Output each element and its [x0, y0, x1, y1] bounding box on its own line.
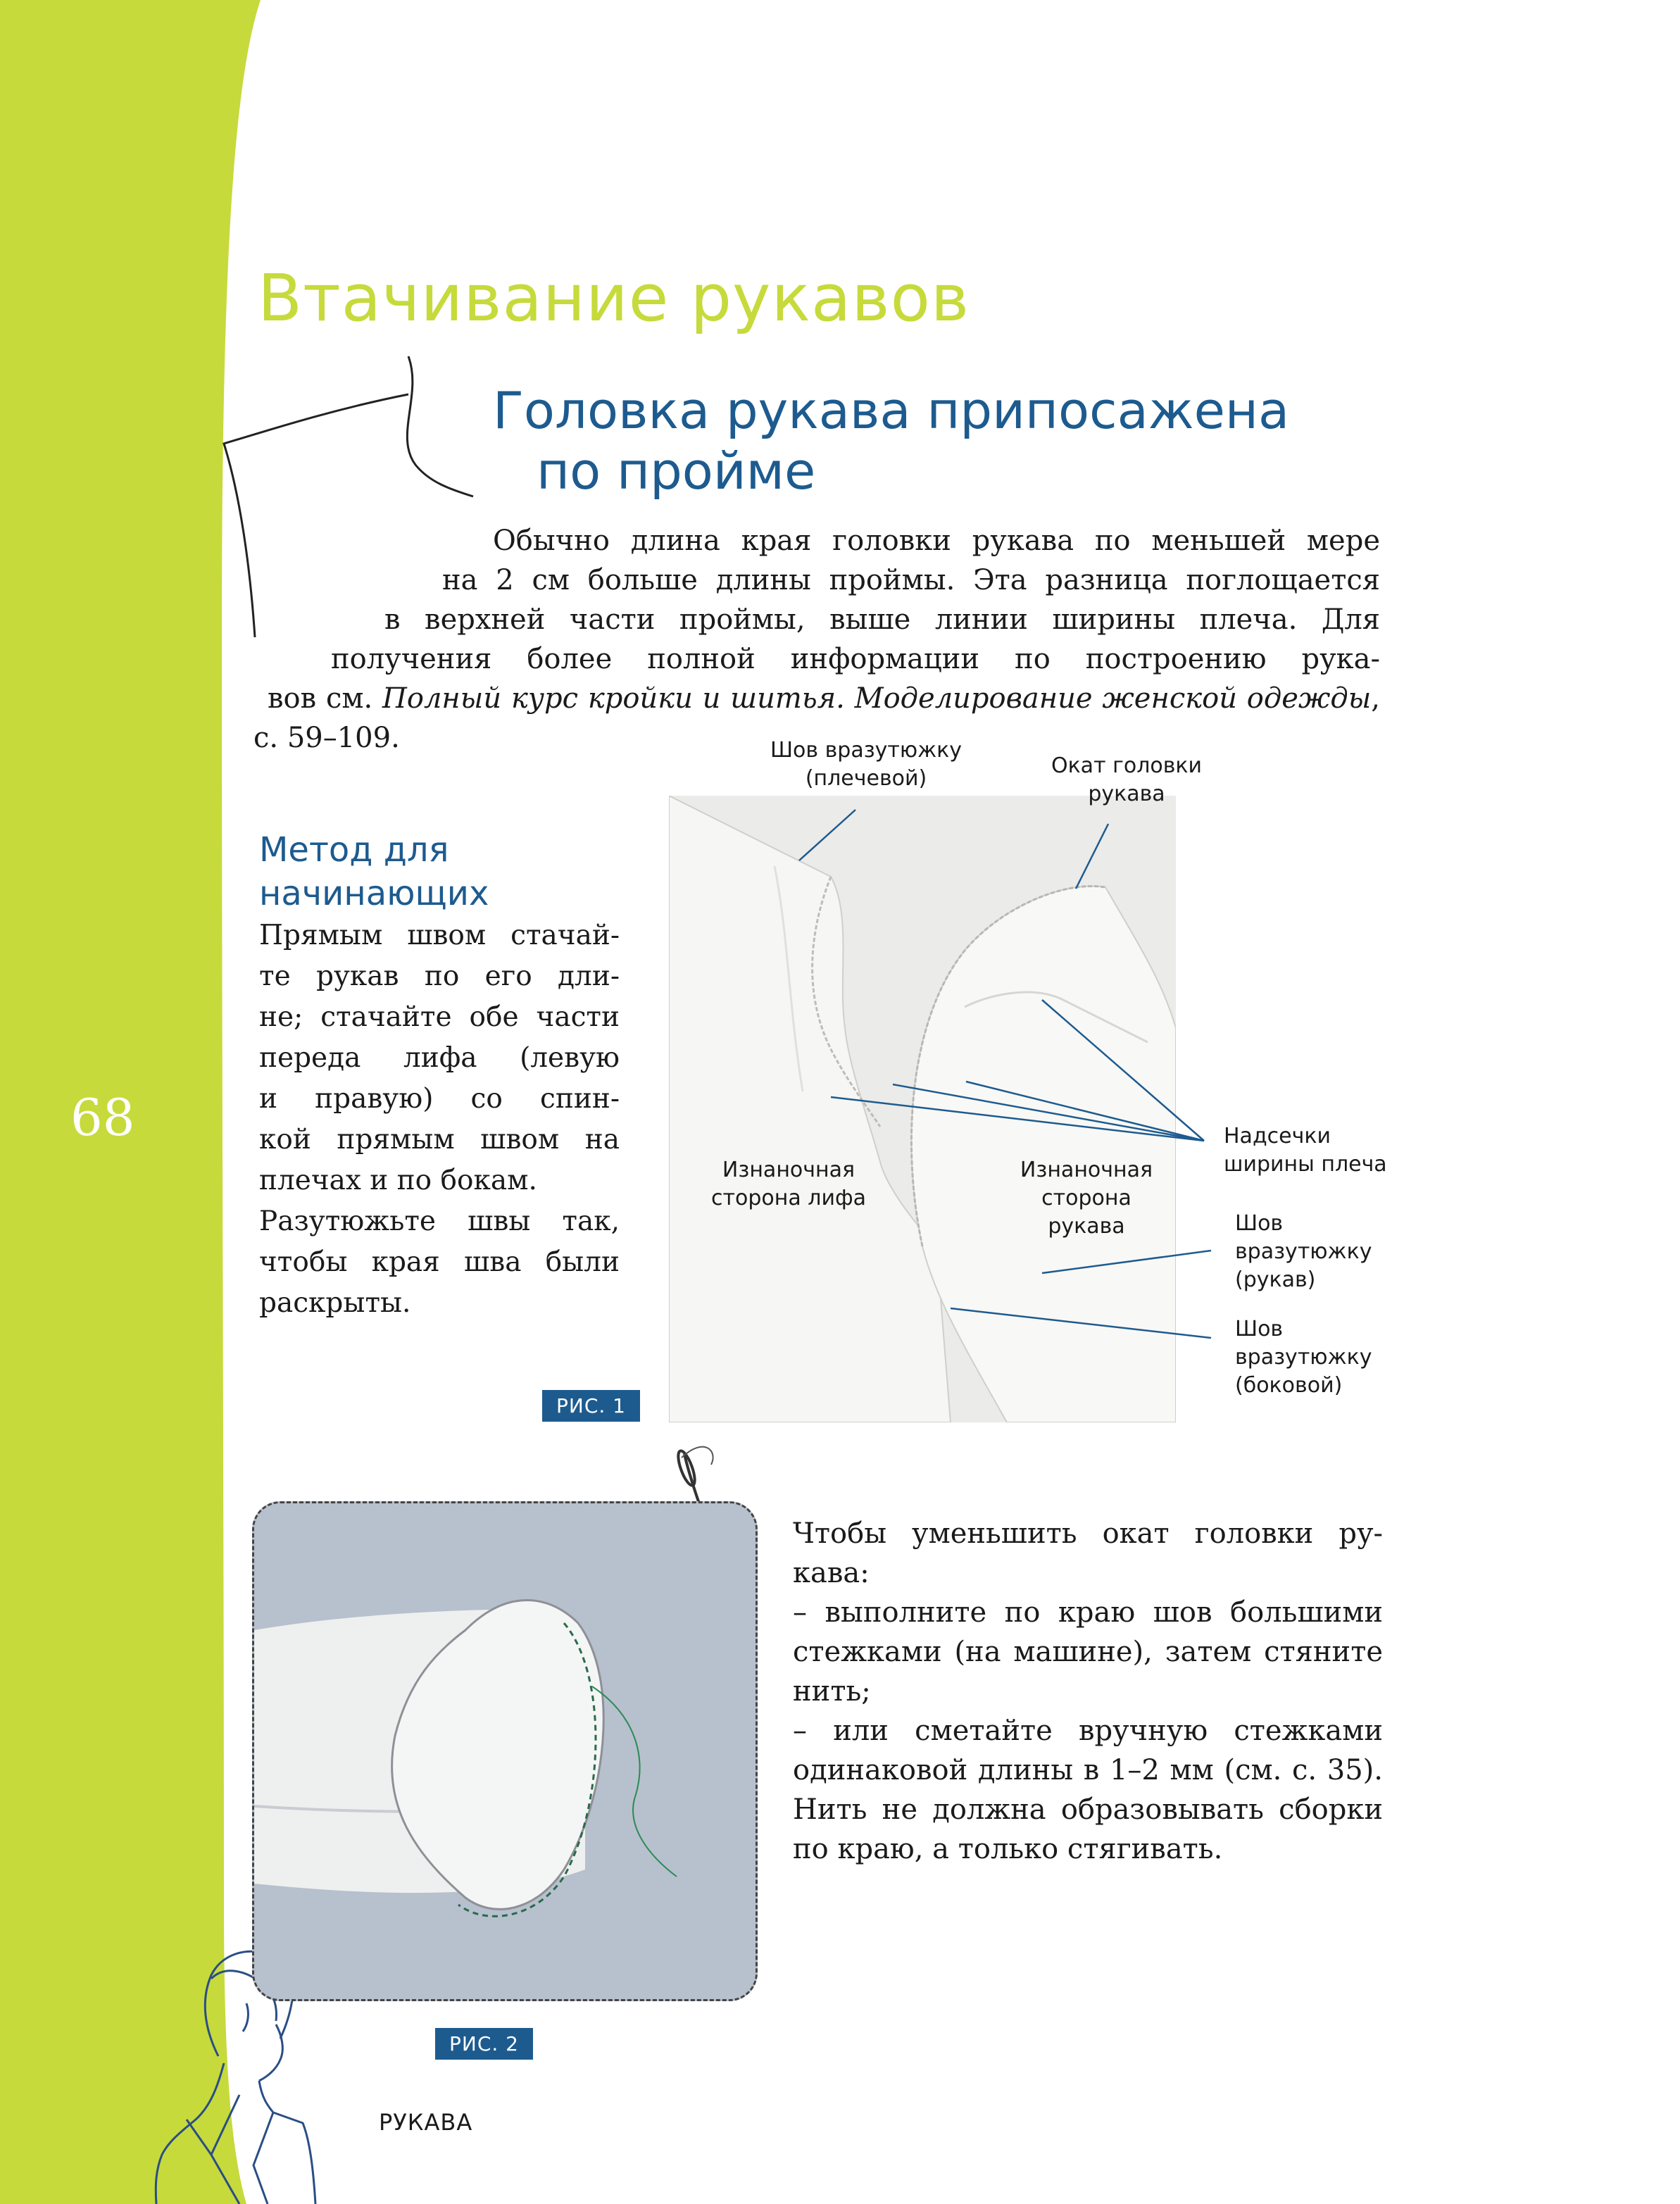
method-heading-line-2: начинающих	[259, 874, 489, 913]
label-sleeve-wrong-side-line-1: Изнаночная	[1020, 1158, 1153, 1182]
label-bodice-wrong-side-line-1: Изнаночная	[722, 1158, 855, 1182]
label-sleeve-seam-line-2: вразутюжку	[1235, 1239, 1372, 1264]
figure-2-drawing	[254, 1503, 756, 1999]
label-side-seam-line-3: (боковой)	[1235, 1373, 1343, 1398]
page-title: Втачивание рукавов	[258, 261, 970, 336]
label-sleeve-seam-line-3: (рукав)	[1235, 1267, 1316, 1292]
method-line: не; стачайте обе части	[259, 1001, 620, 1033]
reduce-cap-line: – выполните по краю шов большими	[793, 1596, 1383, 1629]
label-sleeve-wrong-side-line-3: рукава	[1048, 1214, 1125, 1239]
intro-line: на 2 см больше длины проймы. Эта разница поглощается	[442, 564, 1380, 596]
label-sleeve-wrong-side	[998, 1156, 1174, 1241]
intro-line-5-prefix: вов см.	[268, 682, 382, 715]
label-bodice-wrong-side-line-2: сторона лифа	[711, 1186, 866, 1210]
method-line: раскрыты.	[259, 1287, 411, 1319]
figure-1-tag: РИС. 1	[542, 1390, 640, 1422]
reduce-cap-line: – или сметайте вручную стежками	[793, 1715, 1383, 1747]
method-line: Разутюжьте швы так,	[259, 1206, 620, 1237]
method-line: переда лифа (левую	[259, 1042, 620, 1074]
label-shoulder-seam-line-1: Шов вразутюжку	[770, 738, 963, 763]
reduce-cap-line: стежками (на машине), затем стяните	[793, 1636, 1383, 1668]
subtitle-line-1: Головка рукава припосажена	[493, 381, 1290, 440]
subtitle-line-2: по пройме	[537, 442, 816, 501]
reduce-cap-paragraph	[793, 1514, 1383, 1869]
section-footer: РУКАВА	[379, 2109, 473, 2136]
figure-2-tag: РИС. 2	[435, 2028, 533, 2060]
intro-line: Обычно длина края головки рукава по меньшей мере	[493, 525, 1380, 557]
label-shoulder-notches-line-2: ширины плеча	[1224, 1152, 1387, 1177]
label-shoulder-notches-line-1: Надсечки	[1224, 1124, 1331, 1148]
method-line: кой прямым швом на	[259, 1124, 620, 1156]
method-line: чтобы края шва были	[259, 1246, 620, 1278]
label-shoulder-seam	[767, 737, 965, 793]
intro-line: в верхней части проймы, выше линии ширины плеча. Для	[384, 603, 1380, 636]
method-line: те рукав по его дли-	[259, 960, 620, 992]
reduce-cap-line: Чтобы уменьшить окат головки ру-	[793, 1517, 1383, 1550]
reduce-cap-line: по краю, а только стягивать.	[793, 1833, 1223, 1865]
label-bodice-wrong-side	[697, 1156, 880, 1213]
intro-line: получения более полной информации по построению рука-	[331, 643, 1380, 675]
intro-line: с. 59–109.	[253, 722, 400, 754]
label-shoulder-seam-line-2: (плечевой)	[805, 766, 927, 791]
label-sleeve-cap	[1035, 752, 1218, 808]
method-heading-line-1: Метод для	[259, 830, 449, 870]
figure-2-photo	[252, 1501, 758, 2001]
label-side-seam-line-2: вразутюжку	[1235, 1345, 1372, 1370]
label-side-seam-line-1: Шов	[1235, 1317, 1284, 1341]
book-reference: Полный курс кройки и шитья. Моделирование женской одежды	[382, 682, 1372, 715]
label-sleeve-cap-line-2: рукава	[1088, 782, 1165, 806]
label-sleeve-wrong-side-line-2: сторона	[1041, 1186, 1132, 1210]
reduce-cap-line: Нить не должна образовывать сборки	[793, 1793, 1383, 1826]
label-sleeve-seam-line-1: Шов	[1235, 1211, 1284, 1236]
page-number: 68	[70, 1088, 135, 1147]
reduce-cap-line: нить;	[793, 1675, 871, 1708]
method-line: и правую) со спин-	[259, 1083, 620, 1115]
reduce-cap-line: кава:	[793, 1557, 870, 1589]
method-line: плечах и по бокам.	[259, 1165, 537, 1196]
label-sleeve-seam	[1235, 1210, 1372, 1294]
label-sleeve-cap-line-1: Окат головки	[1051, 753, 1203, 778]
label-side-seam	[1235, 1315, 1372, 1400]
intro-line-5-suffix: ,	[1371, 682, 1381, 715]
method-line: Прямым швом стачай-	[259, 920, 620, 951]
reduce-cap-line: одинаковой длины в 1–2 мм (см. с. 35).	[793, 1754, 1383, 1786]
label-shoulder-notches	[1224, 1122, 1387, 1179]
